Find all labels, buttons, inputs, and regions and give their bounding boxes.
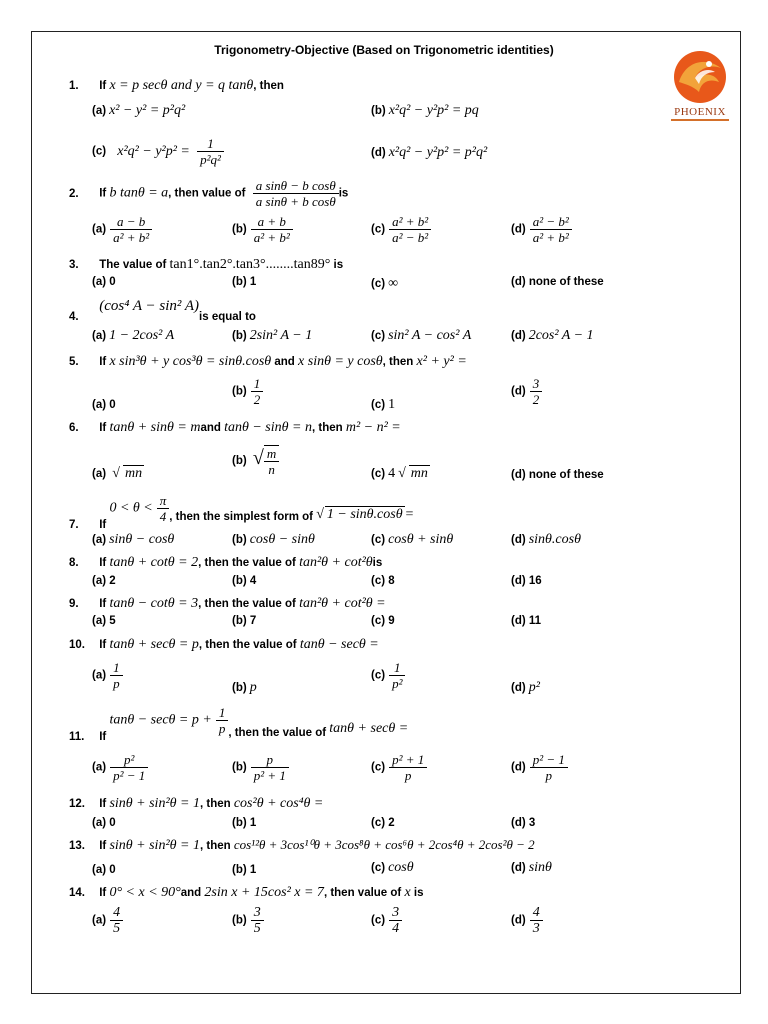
q5-option-b[interactable]: (b) $\frac{1}{2}$ (232, 376, 263, 407)
q3-option-a[interactable]: (a) 0 (92, 276, 116, 288)
q1-option-d[interactable]: (d) x²q² − y²p² = p²q² (371, 145, 488, 160)
q4-option-d[interactable]: (d) 2cos² A − 1 (511, 328, 594, 343)
q4-option-c[interactable]: (c) sin² A − cos² A (371, 328, 472, 343)
q11-option-c[interactable]: (c) $\frac{\text{p² + 1}}{p}$ (371, 752, 427, 783)
q14-option-d[interactable]: (d) $\frac{4}{3}$ (511, 905, 543, 936)
question-2: 2. If b tanθ = a, then value of $\frac{\text{a sinθ − b cosθ}}{\text{a sinθ + b cosθ}}$ is (69, 178, 349, 209)
q12-option-c[interactable]: (c) 2 (371, 817, 395, 829)
q10-option-b[interactable]: (b) p (232, 680, 257, 695)
q5-option-c[interactable]: (c) 1 (371, 397, 396, 412)
q8-option-d[interactable]: (d) 16 (511, 575, 542, 587)
phoenix-logo (665, 48, 735, 126)
phoenix-bird-icon (665, 48, 735, 106)
question-13: 13. If sinθ + sin²θ = 1, then cos¹²θ + 3cos¹⁰θ + 3cos⁸θ + cos⁶θ + 2cos⁴θ + 2cos²θ − 2 (69, 837, 535, 853)
q11-option-a[interactable]: (a) $\frac{\text{p²}}{\text{p² − 1}}$ (92, 752, 148, 783)
q2-option-c[interactable]: (c) $\frac{\text{a² + b²}}{\text{a² − b²}}$ (371, 214, 431, 245)
q8-option-c[interactable]: (c) 8 (371, 575, 395, 587)
q1-option-b[interactable]: (b) x²q² − y²p² = pq (371, 103, 479, 118)
q5-option-d[interactable]: (d) $\frac{3}{2}$ (511, 376, 542, 407)
question-4: 4. (cos⁴ A − sin² A)is equal to (69, 298, 256, 323)
q8-option-b[interactable]: (b) 4 (232, 575, 257, 587)
q4-option-b[interactable]: (b) 2sin² A − 1 (232, 328, 313, 343)
q11-option-b[interactable]: (b) $\frac{p}{\text{p² + 1}}$ (232, 752, 289, 783)
q8-option-a[interactable]: (a) 2 (92, 575, 116, 587)
q14-option-c[interactable]: (c) $\frac{3}{4}$ (371, 905, 402, 936)
q13-option-b[interactable]: (b) 1 (232, 864, 257, 876)
q6-option-a[interactable]: (a) √ mn (92, 466, 143, 481)
q13-option-c[interactable]: (c) cosθ (371, 860, 414, 875)
q3-option-c[interactable]: (c) ∞ (371, 276, 399, 291)
q3-option-d[interactable]: (d) none of these (511, 276, 604, 288)
q4-option-a[interactable]: (a) 1 − 2cos² A (92, 328, 175, 343)
q6-option-b[interactable]: (b) √ $\frac{m}{n}$ (232, 445, 279, 477)
q7-option-b[interactable]: (b) cosθ − sinθ (232, 532, 315, 547)
logo-tagline-bar (671, 119, 729, 121)
q2-option-b[interactable]: (b) $\frac{a + b}{\text{a² + b²}}$ (232, 214, 293, 245)
question-14: 14. If 0° < x < 90°and 2sin x + 15cos² x = 7, then value of x is (69, 885, 424, 900)
q12-option-d[interactable]: (d) 3 (511, 817, 536, 829)
q12-option-a[interactable]: (a) 0 (92, 817, 116, 829)
q2-option-d[interactable]: (d) $\frac{\text{a² − b²}}{\text{a² + b²}}$ (511, 214, 572, 245)
logo-brand: PHOENIX (674, 106, 726, 118)
question-5: 5. If x sin³θ + y cos³θ = sinθ.cosθ and x sinθ = y cosθ, then x² + y² = (69, 354, 467, 369)
q10-option-c[interactable]: (c) $\frac{1}{\text{p²}}$ (371, 660, 405, 691)
question-9: 9. If tanθ − cotθ = 3, then the value of tan²θ + cot²θ = (69, 596, 386, 611)
q13-option-a[interactable]: (a) 0 (92, 864, 116, 876)
q7-option-a[interactable]: (a) sinθ − cosθ (92, 532, 175, 547)
question-8: 8. If tanθ + cotθ = 2, then the value of tan²θ + cot²θis (69, 555, 383, 570)
q9-option-a[interactable]: (a) 5 (92, 615, 116, 627)
q7-option-d[interactable]: (d) sinθ.cosθ (511, 532, 581, 547)
q11-option-d[interactable]: (d) $\frac{\text{p² − 1}}{p}$ (511, 752, 568, 783)
q10-option-a[interactable]: (a) $\frac{1}{p}$ (92, 660, 123, 691)
question-10: 10. If tanθ + secθ = p, then the value of tanθ − secθ = (69, 637, 379, 652)
q6-option-c[interactable]: (c) 4 √ mn (371, 466, 428, 481)
q14-option-b[interactable]: (b) $\frac{3}{5}$ (232, 905, 264, 936)
question-7: 7. If 0 < θ < $\frac{\pi}{4}$ , then the simplest form of √ 1 − sinθ.cosθ = (69, 493, 415, 531)
q9-option-d[interactable]: (d) 11 (511, 615, 542, 627)
q9-option-b[interactable]: (b) 7 (232, 615, 257, 627)
q5-option-a[interactable]: (a) 0 (92, 399, 116, 411)
q2-option-a[interactable]: (a) $\frac{a - b}{\text{a² + b²}}$ (92, 214, 152, 245)
q14-option-a[interactable]: (a) $\frac{4}{5}$ (92, 905, 123, 936)
q7-option-c[interactable]: (c) cosθ + sinθ (371, 532, 454, 547)
question-6: 6. If tanθ + sinθ = mand tanθ − sinθ = n, then m² − n² = (69, 420, 401, 435)
q1-option-a[interactable]: (a) x² − y² = p²q² (92, 103, 186, 118)
q13-option-d[interactable]: (d) sinθ (511, 860, 552, 875)
question-3: 3. The value of tan1°.tan2°.tan3°........tan89° is (69, 257, 344, 272)
page-title: Trigonometry-Objective (Based on Trigonometric identities) (214, 43, 554, 57)
question-11: 11. If tanθ − secθ = p + $\frac{1}{p}$ , then the value of tanθ + secθ = (69, 705, 409, 743)
q3-option-b[interactable]: (b) 1 (232, 276, 257, 288)
q6-option-d[interactable]: (d) none of these (511, 469, 604, 481)
q9-option-c[interactable]: (c) 9 (371, 615, 395, 627)
question-12: 12. If sinθ + sin²θ = 1, then cos²θ + cos⁴θ = (69, 796, 324, 811)
q1-option-c[interactable]: (c) x²q² − y²p² = $\frac{1}{\text{p²q²}}$ (92, 136, 224, 167)
q10-option-d[interactable]: (d) p² (511, 680, 540, 695)
q12-option-b[interactable]: (b) 1 (232, 817, 257, 829)
question-1: 1. If x = p secθ and y = q tanθ, then (69, 78, 284, 93)
